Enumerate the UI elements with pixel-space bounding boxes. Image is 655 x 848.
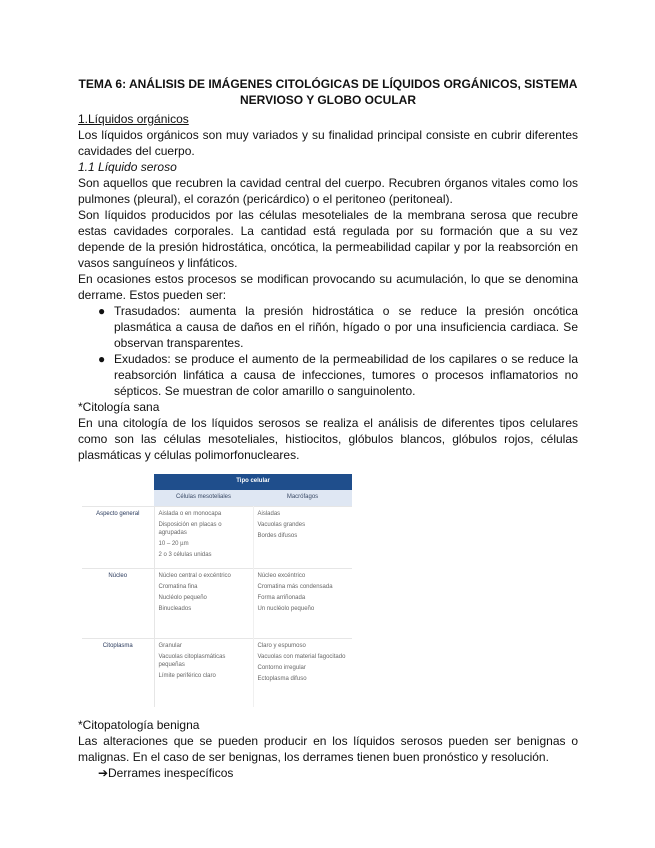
paragraph-intro: Los líquidos orgánicos son muy variados y su finalidad principal consiste en cubrir diferentes cavidades del cuerpo. [78,128,578,158]
title-line-1: TEMA 6: ANÁLISIS DE IMÁGENES CITOLÓGICAS DE LÍQUIDOS ORGÁNICOS, SISTEMA [78,77,578,91]
table-header: Tipo celular [154,474,352,490]
list-item-text: Trasudados: aumenta la presión hidrostática o se reduce la presión oncótica plasmática a causa de daños en el riñón, hígado o por una insuficiencia cardiaca. Se observan transparentes. [114,304,578,350]
cell-text: Cromatina más condensada [257,584,333,590]
table-row [82,569,352,639]
cell-text: Contorno irregular [257,665,306,671]
cell-text: Un nucléolo pequeño [257,606,315,612]
title-line-2: NERVIOSO Y GLOBO OCULAR [239,93,417,107]
cell-text: Límite periférico claro [158,673,216,679]
column-header: Células mesoteliales [154,490,253,507]
cell-type-table [82,474,352,707]
list-item-exudados [78,351,578,399]
cell-text: Vacuolas grandes [257,522,306,528]
cell-text: Aisladas [257,511,281,517]
cell-text: 10 – 20 µm [158,541,189,547]
subsection-heading-seroso: 1.1 Líquido seroso [78,160,177,174]
cell-text: Núcleo central o excéntrico [158,573,231,579]
arrow-right-icon: ➔ [98,765,109,780]
cell-type-table-image [82,474,352,707]
heading-citologia-sana: *Citología sana [78,400,160,414]
cell-text: Claro y espumoso [257,643,306,649]
table-row [82,507,352,569]
derrame-types-list [78,303,578,399]
list-item-text: Exudados: se produce el aumento de la permeabilidad de los capilares o se reduce la reabsorción linfática a causa de infecciones, tumores o procesos inflamatorios no sépticos. Se muestran de color amarillo o sanguinolento. [114,352,578,398]
paragraph-citopatologia: Las alteraciones que se pueden producir en los líquidos serosos pueden ser benignas o malignas. En el caso de ser benignas, los derrames tienen buen pronóstico y resolución. [78,733,578,764]
paragraph-citologia-sana: En una citología de los líquidos serosos se realiza el análisis de diferentes tipos celulares como son las células mesoteliales, histiocitos, glóbulos blancos, glóbulos rojos, células plasmáticas y células polimorfonucleares. [78,416,578,462]
cell-text: Binucleados [158,606,192,612]
cell-text: Forma arriñonada [257,595,306,601]
cell-text: Aislada o en monocapa [158,511,222,517]
document-page [78,76,578,781]
cell-text: Núcleo excéntrico [257,573,306,579]
heading-citopatologia: *Citopatología benigna [78,717,200,732]
bullet-icon: ● [98,352,106,366]
cell-text: Vacuolas citoplasmáticas pequeñas [158,654,226,668]
table-row [82,639,352,707]
bullet-icon: ● [98,304,106,318]
row-label: Aspecto general [82,507,154,569]
row-label: Núcleo [82,569,154,639]
cell-text: Disposición en placas o agrupadas [158,522,222,536]
arrow-item-text: Derrames inespecíficos [108,765,234,780]
cell-text: Nucléolo pequeño [158,595,207,601]
cell-text: Cromatina fina [158,584,198,590]
arrow-list-item [78,765,578,781]
document-title [78,76,578,108]
cell-text: 2 o 3 células unidas [158,552,212,558]
cell-text: Granular [158,643,182,649]
paragraph-seroso-1: Son aquellos que recubren la cavidad central del cuerpo. Recubren órganos vitales como los pulmones (pleural), el corazón (pericárdico) o el peritoneo (peritoneal). [78,176,578,206]
column-header: Macrófagos [253,490,352,507]
cell-text: Ectoplasma difuso [257,676,307,682]
list-item-trasudados [78,303,578,351]
paragraph-seroso-3: En ocasiones estos procesos se modifican provocando su acumulación, lo que se denomina derrame. Estos pueden ser: [78,272,578,302]
row-label: Citoplasma [82,639,154,707]
cell-text: Bordes difusos [257,533,298,539]
paragraph-seroso-2: Son líquidos producidos por las células mesoteliales de la membrana serosa que recubre estas cavidades corporales. La cantidad está regulada por su formación que a su vez depende de la presión hidrostática, oncótica, la permeabilidad capilar y por la reabsorción en vasos sanguíneos y linfáticos. [78,208,578,270]
cell-text: Vacuolas con material fagocitado [257,654,346,660]
section-heading-liquidos: 1.Líquidos orgánicos [78,112,189,126]
